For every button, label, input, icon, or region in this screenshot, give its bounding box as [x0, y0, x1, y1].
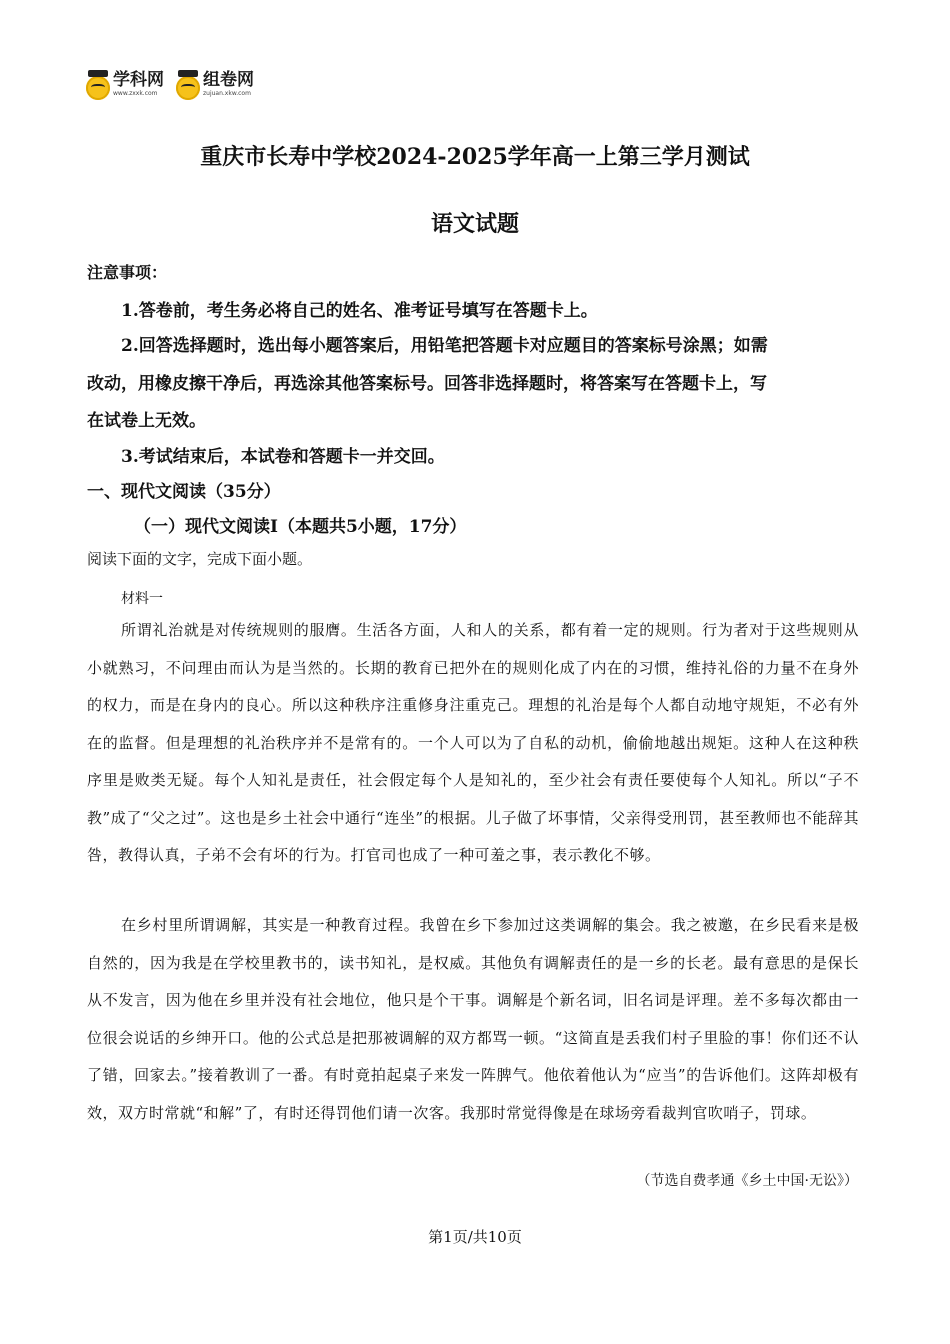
exam-subtitle: 语文试题 — [430, 211, 519, 237]
exam-title: 重庆市长寿中学校2024-2025学年高一上第三学月测试 — [200, 144, 750, 170]
note-line: 3.考试结束后，本试卷和答题卡一并交回。 — [121, 447, 445, 467]
logo-url: zujuan.xkw.com — [203, 90, 251, 97]
header-logos — [86, 72, 254, 106]
logo-url: www.zxxk.com — [113, 90, 158, 97]
mascot-icon — [86, 76, 110, 100]
page-footer: 第1页/共10页 — [428, 1228, 522, 1246]
note-line: 2.回答选择题时，选出每小题答案后，用铅笔把答题卡对应题目的答案标号涂黑；如需 — [121, 336, 768, 356]
note-line: 改动，用橡皮擦干净后，再选涂其他答案标号。回答非选择题时，将答案写在答题卡上，写 — [87, 374, 767, 394]
passage-paragraph: 所谓礼治就是对传统规则的服膺。生活各方面，人和人的关系，都有着一定的规则。行为者对于这些规则从小就熟习，不问理由而认为是当然的。长期的教育已把外在的规则化成了内在的习惯，维持礼俗的力量不在身外的权力，而是在身内的良心。所以这种秩序注重修身注重克己。理想的礼治是每个人都自动地守规矩，不必有外在的监督。但是理想的礼治秩序并不是常有的。一个人可以为了自私的动机，偷偷地越出规矩。这种人在这种秩序里是败类无疑。每个人知礼是责任，社会假定每个人是知礼的，至少社会有责任要使每个人知礼。所以“子不教”成了“父之过”。这也是乡土社会中通行“连坐”的根据。儿子做了坏事情，父亲得受刑罚，甚至教师也不能辞其咎，教得认真，子弟不会有坏的行为。打官司也成了一种可羞之事，表示教化不够。 — [87, 621, 859, 864]
zujuan-logo — [176, 72, 254, 100]
section-subheading: （一）现代文阅读I（本题共5小题，17分） — [134, 517, 467, 537]
mascot-icon — [176, 76, 200, 100]
passage-paragraph: 在乡村里所谓调解，其实是一种教育过程。我曾在乡下参加过这类调解的集会。我之被邀，在乡民看来是极自然的，因为我是在学校里教书的，读书知礼，是权威。其他负有调解责任的是一乡的长老。最有意思的是保长从不发言，因为他在乡里并没有社会地位，他只是个干事。调解是个新名词，旧名词是评理。差不多每次都由一位很会说话的乡绅开口。他的公式总是把那被调解的双方都骂一顿。“这简直是丢我们村子里脸的事！你们还不认了错，回家去。”接着教训了一番。有时竟拍起桌子来发一阵脾气。他依着他认为“应当”的告诉他们。这阵却极有效，双方时常就“和解”了，有时还得罚他们请一次客。我那时常觉得像是在球场旁看裁判官吹哨子，罚球。 — [87, 916, 859, 1122]
logo-name: 学科网 — [113, 70, 164, 90]
notes-heading: 注意事项： — [87, 263, 168, 282]
passage-source: （节选自费孝通《乡土中国·无讼》） — [636, 1173, 858, 1189]
note-line: 1.答卷前，考生务必将自己的姓名、准考证号填写在答题卡上。 — [121, 301, 598, 321]
reading-instruction: 阅读下面的文字，完成下面小题。 — [87, 550, 313, 568]
logo-name: 组卷网 — [203, 70, 254, 90]
zxxk-logo — [86, 72, 164, 100]
material-label: 材料一 — [121, 591, 163, 607]
note-line: 在试卷上无效。 — [87, 411, 206, 431]
section-heading: 一、现代文阅读（35分） — [87, 482, 281, 502]
